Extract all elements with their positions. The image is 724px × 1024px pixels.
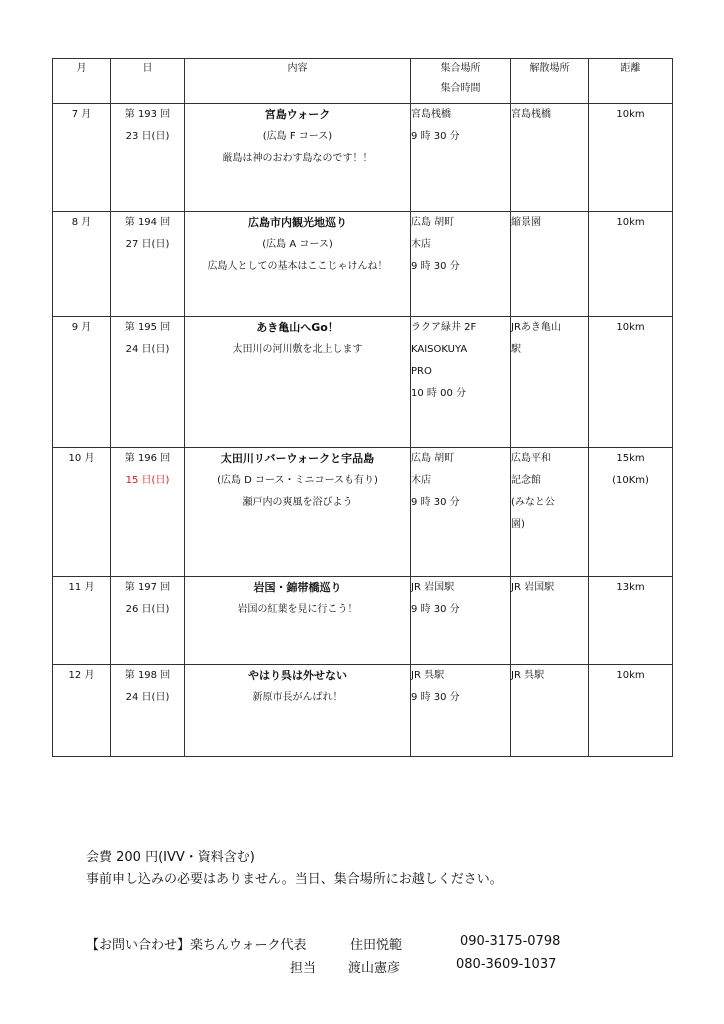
- end-place-cell: [511, 317, 589, 448]
- end-place-info: JR 岩国駅: [511, 582, 555, 593]
- month-label: 12 月: [68, 670, 95, 681]
- distance-value: 10km: [616, 322, 645, 333]
- distance-value: 15km: [616, 453, 645, 464]
- schedule-table: [52, 58, 673, 757]
- meet-cell: [411, 665, 511, 757]
- end-place-info: 記念館: [511, 475, 541, 486]
- end-place-info: 縮景園: [511, 217, 541, 228]
- day-cell: [111, 577, 185, 665]
- header-row: [53, 59, 673, 104]
- rep-name: 住田悦範: [350, 938, 403, 953]
- day-cell: [111, 317, 185, 448]
- meet-info: 宮島桟橋: [411, 109, 451, 120]
- meet-info: ラクア緑井 2F: [411, 322, 477, 333]
- month-cell: [53, 577, 111, 665]
- month-label: 8 月: [71, 217, 92, 228]
- event-detail: 新原市長がんばれ！: [252, 692, 343, 703]
- distance-value: (10Km): [612, 475, 649, 486]
- meet-info: 9 時 30 分: [411, 131, 460, 142]
- end-place-cell: [511, 577, 589, 665]
- event-title: やはり呉は外せない: [248, 669, 347, 682]
- end-place-info: 宮島桟橋: [511, 109, 551, 120]
- event-title: 太田川リバーウォークと宇品島: [220, 452, 375, 465]
- month-cell: [53, 317, 111, 448]
- month-cell: [53, 104, 111, 212]
- staff-phone: 080-3609-1037: [456, 957, 557, 972]
- meet-cell: [411, 212, 511, 317]
- month-label: 9 月: [71, 322, 92, 333]
- distance-value: 13km: [616, 582, 645, 593]
- meet-info: 広島 胡町: [411, 217, 455, 228]
- distance-cell: [589, 212, 673, 317]
- event-number: 第 197 回: [124, 582, 171, 593]
- month-label: 10 月: [68, 453, 95, 464]
- end-place-info: (みなと公: [511, 497, 555, 508]
- end-place-cell: [511, 212, 589, 317]
- event-date: 27 日(日): [125, 239, 170, 250]
- end-place-cell: [511, 665, 589, 757]
- distance-value: 10km: [616, 109, 645, 120]
- meet-info: 9 時 30 分: [411, 261, 460, 272]
- content-cell: [185, 212, 411, 317]
- meet-info: 木店: [411, 239, 431, 250]
- content-cell: [185, 665, 411, 757]
- event-number: 第 195 回: [124, 322, 171, 333]
- meet-info: JR 呉駅: [411, 670, 445, 681]
- event-detail: 厳島は神のおわす島なのです！！: [222, 153, 373, 164]
- distance-cell: [589, 448, 673, 577]
- header-month: 月: [53, 59, 111, 104]
- event-date: 24 日(日): [125, 344, 170, 355]
- end-place-cell: [511, 104, 589, 212]
- day-cell: [111, 448, 185, 577]
- meet-info: PRO: [411, 366, 432, 377]
- end-place-cell: [511, 448, 589, 577]
- event-number: 第 196 回: [124, 453, 171, 464]
- staff-name: 渡山憲彦: [348, 961, 401, 976]
- rep-phone: 090-3175-0798: [460, 934, 561, 949]
- event-date: 24 日(日): [125, 692, 170, 703]
- event-detail: (広島 A コース): [262, 239, 333, 250]
- content-cell: [185, 448, 411, 577]
- distance-cell: [589, 104, 673, 212]
- event-date: 26 日(日): [125, 604, 170, 615]
- end-place-info: 園): [511, 519, 525, 530]
- table-row: [53, 212, 673, 317]
- event-detail: (広島 D コース・ミニコースも有り): [217, 475, 378, 486]
- distance-cell: [589, 665, 673, 757]
- event-detail: 瀬戸内の爽風を浴びよう: [242, 497, 353, 508]
- event-title: 広島市内観光地巡り: [248, 216, 347, 229]
- month-cell: [53, 212, 111, 317]
- month-label: 11 月: [68, 582, 95, 593]
- event-date: 15 日(日): [125, 475, 170, 486]
- meet-info: JR 岩国駅: [411, 582, 455, 593]
- end-place-info: JRあき亀山: [511, 322, 561, 333]
- meet-info: 木店: [411, 475, 431, 486]
- meet-cell: [411, 317, 511, 448]
- header-distance: 距離: [589, 59, 673, 104]
- month-cell: [53, 448, 111, 577]
- end-place-info: JR 呉駅: [511, 670, 545, 681]
- day-cell: [111, 665, 185, 757]
- event-number: 第 198 回: [124, 670, 171, 681]
- distance-value: 10km: [616, 217, 645, 228]
- header-end-place: 解散場所: [511, 59, 589, 104]
- end-place-info: 駅: [511, 344, 521, 355]
- staff-label: 担当: [290, 961, 317, 976]
- event-number: 第 194 回: [124, 217, 171, 228]
- month-label: 7 月: [71, 109, 92, 120]
- event-detail: 広島人としての基本はここじゃけんね！: [207, 261, 388, 272]
- event-detail: (広島 F コース): [262, 131, 333, 142]
- end-place-info: 広島平和: [511, 453, 551, 464]
- month-cell: [53, 665, 111, 757]
- meet-info: 9 時 30 分: [411, 497, 460, 508]
- content-cell: [185, 577, 411, 665]
- header-content: 内容: [185, 59, 411, 104]
- table-row: [53, 665, 673, 757]
- meet-cell: [411, 104, 511, 212]
- notice-text: 事前申し込みの必要はありません。当日、集合場所にお越しください。: [86, 872, 503, 887]
- content-cell: [185, 317, 411, 448]
- fee-text: 会費 200 円(IVV・資料含む): [86, 850, 255, 865]
- meet-info: 広島 胡町: [411, 453, 455, 464]
- meet-info: KAISOKUYA: [411, 344, 468, 355]
- header-meet: 集合場所 集合時間: [411, 59, 511, 104]
- meet-cell: [411, 577, 511, 665]
- meet-info: 9 時 30 分: [411, 604, 460, 615]
- distance-cell: [589, 317, 673, 448]
- event-number: 第 193 回: [124, 109, 171, 120]
- table-row: [53, 104, 673, 212]
- event-date: 23 日(日): [125, 131, 170, 142]
- event-title: 宮島ウォーク: [264, 108, 331, 121]
- header-day: 日: [111, 59, 185, 104]
- meet-cell: [411, 448, 511, 577]
- contact-row: [86, 934, 306, 953]
- meet-info: 10 時 00 分: [411, 388, 466, 399]
- event-detail: 岩国の紅葉を見に行こう！: [237, 604, 358, 615]
- event-title: あき亀山へGo！: [256, 321, 339, 334]
- day-cell: [111, 104, 185, 212]
- table-row: [53, 577, 673, 665]
- table-row: [53, 448, 673, 577]
- event-title: 岩国・錦帯橋巡り: [253, 581, 342, 594]
- distance-value: 10km: [616, 670, 645, 681]
- day-cell: [111, 212, 185, 317]
- meet-info: 9 時 30 分: [411, 692, 460, 703]
- table-row: [53, 317, 673, 448]
- distance-cell: [589, 577, 673, 665]
- content-cell: [185, 104, 411, 212]
- contact-label: 【お問い合わせ】楽ちんウォーク代表: [86, 938, 307, 953]
- event-detail: 太田川の河川敷を北上します: [232, 344, 363, 355]
